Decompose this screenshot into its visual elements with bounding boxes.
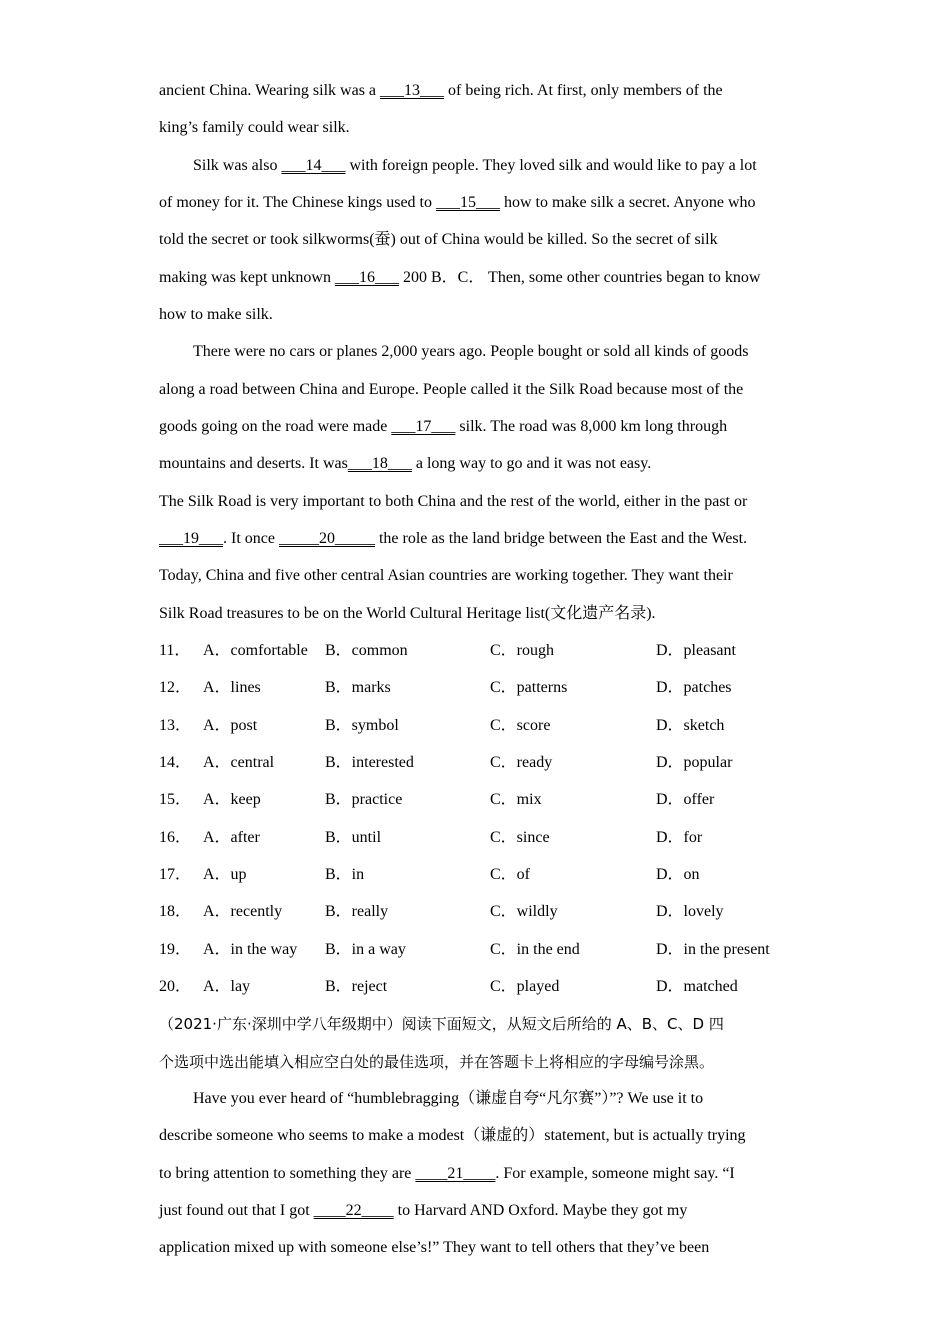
text: to Harvard AND Oxford. Maybe they got my bbox=[393, 1202, 688, 1219]
question-number: 13． bbox=[159, 717, 192, 734]
text: silk. The road was 8,000 km long through bbox=[455, 418, 728, 435]
option-c: C．ready bbox=[490, 754, 553, 771]
question-number: 20． bbox=[159, 978, 192, 995]
option-d: D．pleasant bbox=[656, 642, 736, 659]
text: ancient China. Wearing silk was a bbox=[159, 82, 381, 99]
option-d: D．for bbox=[656, 829, 703, 846]
option-a: A．up bbox=[203, 866, 247, 883]
option-a: A．post bbox=[203, 717, 258, 734]
passage-line: describe someone who seems to make a modest（谦虚的）statement, but is actually trying bbox=[159, 1127, 746, 1144]
option-a: A．lines bbox=[203, 679, 261, 696]
text: 200 B．C． Then, some other countries began to know bbox=[398, 269, 761, 286]
section-instruction: 个选项中选出能填入相应空白处的最佳选项，并在答题卡上将相应的字母编号涂黑。 bbox=[159, 1053, 715, 1071]
question-row bbox=[159, 790, 799, 812]
text: of being rich. At first, only members of the bbox=[444, 82, 723, 99]
passage-line: how to make silk. bbox=[159, 306, 273, 323]
question-number: 17． bbox=[159, 866, 192, 883]
option-b: B．interested bbox=[325, 754, 414, 771]
option-c: C．wildly bbox=[490, 903, 558, 920]
passage-line bbox=[159, 1164, 799, 1186]
question-row bbox=[159, 716, 799, 738]
passage-line bbox=[159, 529, 799, 551]
question-number: 16． bbox=[159, 829, 192, 846]
option-b: B．really bbox=[325, 903, 389, 920]
blank-19: ___19___ bbox=[159, 530, 223, 547]
section-instruction: （2021·广东·深圳中学八年级期中）阅读下面短文，从短文后所给的 A、B、C、D 四 bbox=[159, 1015, 724, 1033]
option-b: B．in a way bbox=[325, 941, 406, 958]
option-c: C．in the end bbox=[490, 941, 580, 958]
option-a: A．after bbox=[203, 829, 260, 846]
blank-21: ____21____ bbox=[415, 1165, 496, 1182]
option-b: B．common bbox=[325, 642, 408, 659]
passage-line: There were no cars or planes 2,000 years ago. People bought or sold all kinds of goods bbox=[193, 343, 749, 360]
option-d: D．sketch bbox=[656, 717, 725, 734]
option-d: D．patches bbox=[656, 679, 732, 696]
blank-15: ___15___ bbox=[436, 194, 500, 211]
question-row bbox=[159, 678, 799, 700]
question-row bbox=[159, 753, 799, 775]
option-d: D．in the present bbox=[656, 941, 770, 958]
passage-line bbox=[159, 268, 799, 290]
option-b: B．reject bbox=[325, 978, 388, 995]
text: how to make silk a secret. Anyone who bbox=[500, 194, 756, 211]
passage-line bbox=[159, 454, 799, 476]
text: to bring attention to something they are bbox=[159, 1165, 416, 1182]
passage-line bbox=[159, 1201, 799, 1223]
passage-line: along a road between China and Europe. People called it the Silk Road because most of the bbox=[159, 381, 744, 398]
option-d: D．offer bbox=[656, 791, 715, 808]
text: just found out that I got bbox=[159, 1202, 314, 1219]
option-d: D．lovely bbox=[656, 903, 724, 920]
passage-line bbox=[159, 193, 799, 215]
question-number: 14． bbox=[159, 754, 192, 771]
option-a: A．lay bbox=[203, 978, 251, 995]
passage-line bbox=[159, 417, 799, 439]
passage-line bbox=[159, 81, 799, 103]
blank-17: ___17___ bbox=[391, 418, 456, 435]
option-c: C．rough bbox=[490, 642, 555, 659]
option-b: B．symbol bbox=[325, 717, 399, 734]
blank-20: _____20_____ bbox=[278, 530, 375, 547]
question-row bbox=[159, 828, 799, 850]
text: goods going on the road were made bbox=[159, 418, 392, 435]
blank-14: ___14___ bbox=[281, 157, 346, 174]
option-d: D．matched bbox=[656, 978, 738, 995]
text: . It once bbox=[223, 530, 279, 547]
option-a: A．central bbox=[203, 754, 275, 771]
question-number: 11． bbox=[159, 642, 191, 659]
passage-line: Today, China and five other central Asian countries are working together. They want their bbox=[159, 567, 733, 584]
blank-16: ___16___ bbox=[334, 269, 399, 286]
question-number: 19． bbox=[159, 941, 192, 958]
passage-line: application mixed up with someone else’s!” They want to tell others that they’ve been bbox=[159, 1239, 710, 1256]
option-d: D．on bbox=[656, 866, 700, 883]
question-row bbox=[159, 865, 799, 887]
question-row bbox=[159, 641, 799, 663]
passage-line: Silk Road treasures to be on the World Cultural Heritage list(文化遗产名录). bbox=[159, 605, 656, 622]
blank-13: ___13___ bbox=[380, 82, 445, 99]
blank-22: ____22____ bbox=[313, 1202, 394, 1219]
option-d: D．popular bbox=[656, 754, 733, 771]
passage-line: king’s family could wear silk. bbox=[159, 119, 350, 136]
passage-line: Have you ever heard of “humblebragging（谦虚自夸“凡尔赛”）”? We use it to bbox=[193, 1090, 704, 1107]
option-c: C．played bbox=[490, 978, 560, 995]
option-a: A．comfortable bbox=[203, 642, 308, 659]
question-number: 12． bbox=[159, 679, 192, 696]
option-c: C．patterns bbox=[490, 679, 568, 696]
passage-line bbox=[193, 156, 833, 178]
question-row bbox=[159, 902, 799, 924]
text: Silk was also bbox=[193, 157, 282, 174]
option-c: C．since bbox=[490, 829, 550, 846]
option-c: C．mix bbox=[490, 791, 542, 808]
question-row bbox=[159, 940, 799, 962]
passage-line: told the secret or took silkworms(蚕) out of China would be killed. So the secret of silk bbox=[159, 231, 718, 248]
text: making was kept unknown bbox=[159, 269, 335, 286]
text: with foreign people. They loved silk and would like to pay a lot bbox=[345, 157, 757, 174]
question-row bbox=[159, 977, 799, 999]
option-c: C．of bbox=[490, 866, 531, 883]
question-number: 18． bbox=[159, 903, 192, 920]
option-c: C．score bbox=[490, 717, 551, 734]
text: of money for it. The Chinese kings used to bbox=[159, 194, 436, 211]
option-b: B．practice bbox=[325, 791, 403, 808]
option-a: A．in the way bbox=[203, 941, 298, 958]
text: . For example, someone might say. “I bbox=[495, 1165, 735, 1182]
option-b: B．marks bbox=[325, 679, 391, 696]
option-b: B．in bbox=[325, 866, 365, 883]
option-b: B．until bbox=[325, 829, 382, 846]
question-number: 15． bbox=[159, 791, 192, 808]
option-a: A．keep bbox=[203, 791, 261, 808]
text: mountains and deserts. It was bbox=[159, 455, 348, 472]
text: a long way to go and it was not easy. bbox=[411, 455, 652, 472]
text: the role as the land bridge between the East and the West. bbox=[374, 530, 748, 547]
option-a: A．recently bbox=[203, 903, 283, 920]
blank-18: ___18___ bbox=[347, 455, 412, 472]
passage-line: The Silk Road is very important to both China and the rest of the world, either in the past or bbox=[159, 493, 748, 510]
